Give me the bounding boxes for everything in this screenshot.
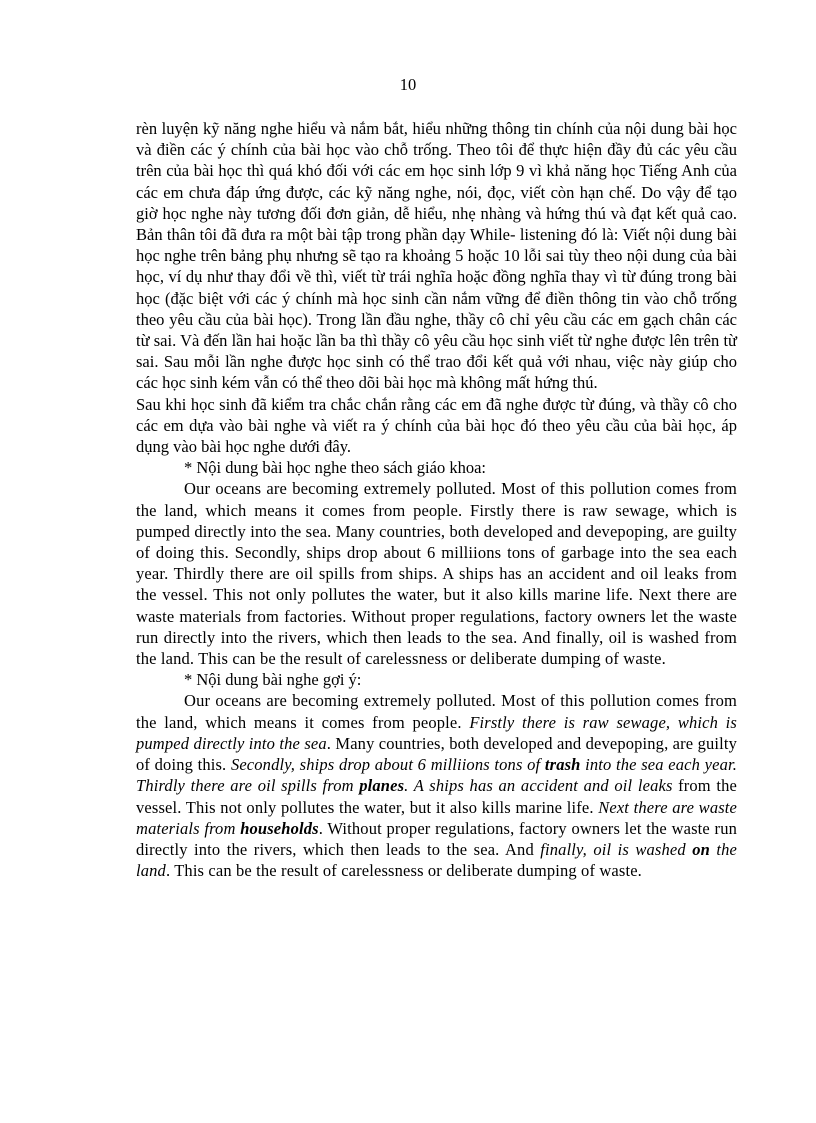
page-number: 10 [399,75,417,94]
emphasized-word: on [692,839,710,859]
italic-run: the land [136,839,738,881]
text-run: . Without proper regulations, factory owners let the waste run directly into the rivers, which then leads to the sea. And [136,818,737,859]
italic-run: Firstly there is raw sewage, which is pumped directly into the sea [136,712,737,753]
italic-run: Secondly, ships drop about 6 milliions tons of [230,755,545,775]
italic-run: finally, oil is washed [540,839,693,859]
emphasized-word: trash [544,755,581,775]
paragraph-followup: Sau khi học sinh đã kiểm tra chắc chắn rằng các em đã nghe được từ đúng, và thầy cô cho các em dựa vào bài nghe và viết ra ý chính của bài học đó theo yêu cầu của bài học, áp dụng vào bài học nghe dưới đây. [136,394,737,457]
text-run: Our oceans are becoming extremely polluted. Most of this pollution comes from the land, which means it comes from people. [136,691,737,732]
heading-suggested-content: * Nội dung bài nghe gợi ý: [184,670,362,690]
textbook-passage: Our oceans are becoming extremely polluted. Most of this pollution comes from the land, which means it comes from people. Firstly there is raw sewage, which is pumped directly into the sea. Many countries, both developed and devepoping, are guilty of doing this. Secondly, ships drop about 6 milliions tons of garbage into the sea each year. Thirdly there are oil spills from ships. A ships has an accident and oil leaks from the vessel. This not only pollutes the water, but it also kills marine life. Next there are waste materials from factories. Without proper regulations, factory owners let the waste run directly into the rivers, which then leads to the sea. And finally, oil is washed from the land. This can be the result of carelessness or deliberate dumping of waste. [136,479,737,669]
italic-run: into the sea each year. Thirdly there are oil spills from [136,755,737,796]
heading-textbook-content: * Nội dung bài học nghe theo sách giáo khoa: [184,458,486,478]
emphasized-word: households [240,818,319,838]
text-run: . This can be the result of carelessness or deliberate dumping of waste. [165,861,642,881]
text-run: . Many countries, both developed and devepoping, are guilty of doing this. [136,733,737,775]
page-body [136,118,737,881]
italic-run: Next there are waste materials from [136,797,737,838]
text-run: from the vessel. This not only pollutes the water, but it also kills marine life. [136,776,737,817]
paragraph-intro: rèn luyện kỹ năng nghe hiểu và nắm bắt, hiểu những thông tin chính của nội dung bài học và điền các ý chính của bài học vào chỗ trống. Theo tôi để thực hiện đầy đủ các yêu cầu trên của bài học thì quá khó đối với các em học sinh lớp 9 vì khả năng học Tiếng Anh của các em chưa đáp ứng được, các kỹ năng nghe, nói, đọc, viết còn hạn chế. Do vậy để tạo giờ học nghe này tương đối đơn giản, dễ hiểu, nhẹ nhàng và hứng thú và đạt kết quả cao. Bản thân tôi đã đưa ra một bài tập trong phần dạy While- listening đó là: Viết nội dung bài học nghe trên bảng phụ nhưng sẽ tạo ra khoảng 5 hoặc 10 lỗi sai tùy theo nội dung của bài học, ví dụ như thay đổi về thì, viết từ trái nghĩa hoặc đồng nghĩa thay vì từ đúng trong bài học (đặc biệt với các ý chính mà học sinh cần nắm vững để điền thông tin vào chỗ trống theo yêu cầu của bài học). Trong lần đầu nghe, thầy cô chỉ yêu cầu các em gạch chân các từ sai. Và đến lần hai hoặc lần ba thì thầy cô yêu cầu học sinh viết từ nghe được lên trên từ sai. Sau mỗi lần nghe được học sinh có thể trao đổi kết quả với nhau, việc này giúp cho các học sinh kém vẫn có thể theo dõi bài học mà không mất hứng thú. [136,119,737,393]
suggested-passage [136,690,737,881]
italic-run: . A ships has an accident and oil leaks [404,776,673,796]
emphasized-word: planes [359,776,405,796]
